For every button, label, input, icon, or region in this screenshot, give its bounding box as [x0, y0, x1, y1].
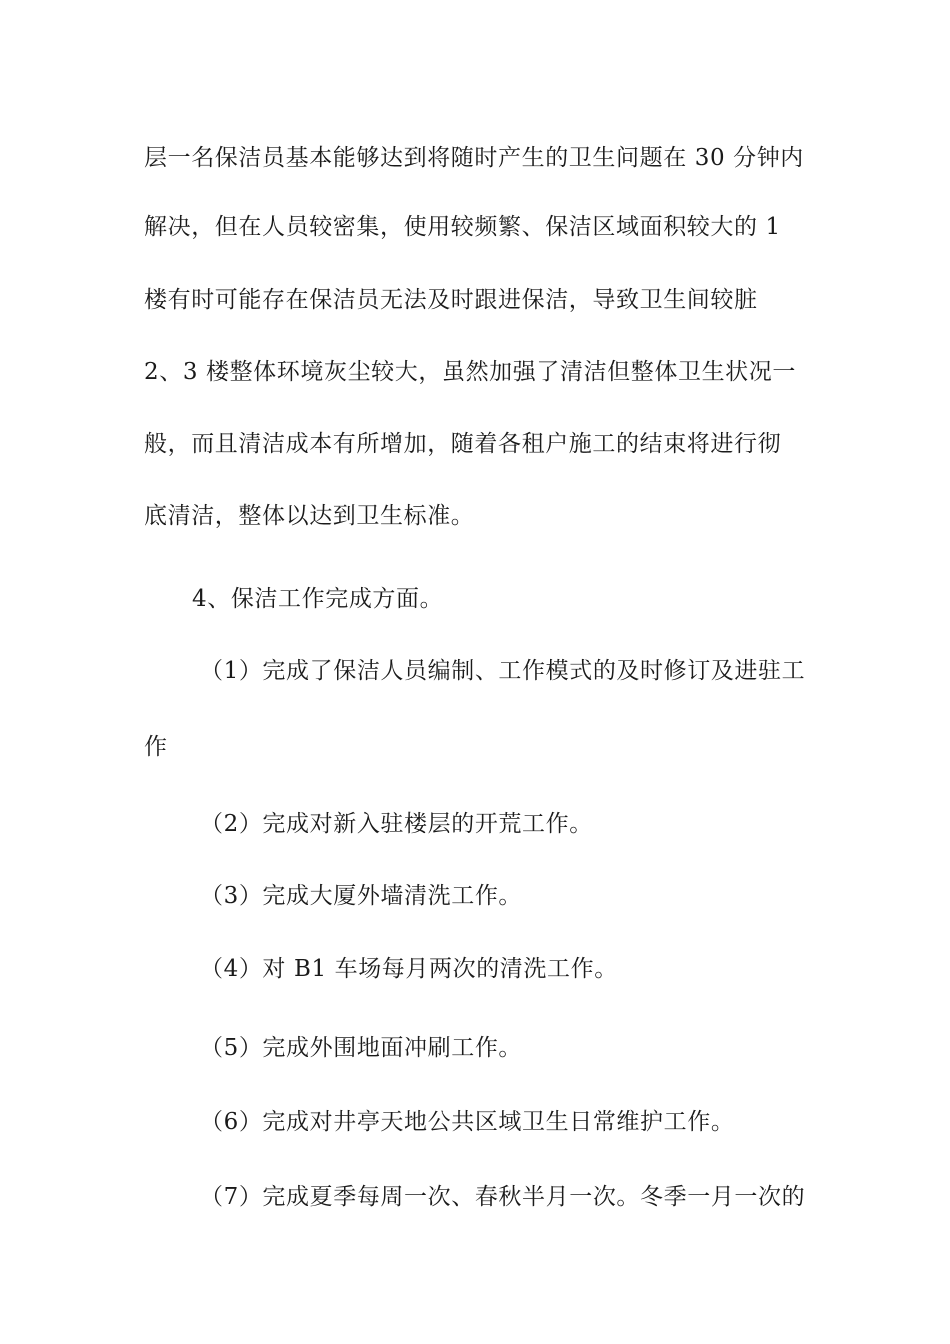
section-heading: 4、保洁工作完成方面。 [192, 586, 444, 612]
list-item: （1）完成了保洁人员编制、工作模式的及时修订及进驻工 [200, 658, 806, 684]
list-item: （3）完成大厦外墙清洗工作。 [200, 883, 523, 909]
list-item: （4）对 B1 车场每月两次的清洗工作。 [200, 956, 618, 982]
list-item: （6）完成对井亭天地公共区域卫生日常维护工作。 [200, 1109, 735, 1135]
paragraph-line: 楼有时可能存在保洁员无法及时跟进保洁，导致卫生间较脏 [144, 287, 758, 313]
list-item: （2）完成对新入驻楼层的开荒工作。 [200, 811, 593, 837]
paragraph-line: 层一名保洁员基本能够达到将随时产生的卫生问题在 30 分钟内 [144, 145, 804, 171]
list-item: （7）完成夏季每周一次、春秋半月一次。冬季一月一次的 [200, 1184, 806, 1210]
paragraph-line: 底清洁，整体以达到卫生标准。 [144, 503, 475, 529]
paragraph-line: 解决，但在人员较密集，使用较频繁、保洁区域面积较大的 1 [144, 214, 781, 240]
paragraph-line: 2、3 楼整体环境灰尘较大，虽然加强了清洁但整体卫生状况一 [144, 359, 796, 385]
list-item: （5）完成外围地面冲刷工作。 [200, 1035, 523, 1061]
paragraph-line: 般，而且清洁成本有所增加，随着各租户施工的结束将进行彻 [144, 431, 782, 457]
list-item-continuation: 作 [144, 734, 168, 760]
